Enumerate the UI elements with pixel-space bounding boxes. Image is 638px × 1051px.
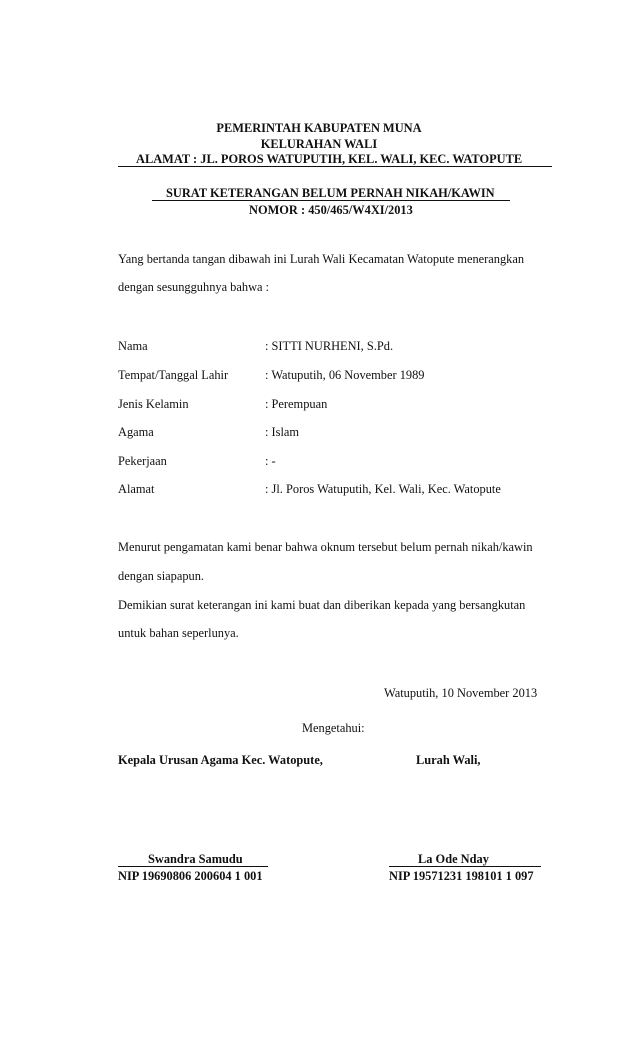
left-signatory-name: Swandra Samudu	[148, 852, 243, 866]
header-government: PEMERINTAH KABUPATEN MUNA	[216, 121, 422, 135]
field-label: Jenis Kelamin	[118, 397, 189, 411]
field-label: Alamat	[118, 482, 155, 496]
title-rule	[152, 200, 510, 201]
body-line-3: Demikian surat keterangan ini kami buat dan diberikan kepada yang bersangkutan	[118, 598, 526, 612]
header-office: KELURAHAN WALI	[260, 137, 378, 151]
acknowledged-label: Mengetahui:	[302, 721, 365, 735]
field-value: : -	[265, 454, 276, 468]
header-address: ALAMAT : JL. POROS WATUPUTIH, KEL. WALI, KEC. WATOPUTE	[136, 152, 523, 166]
field-value: : Jl. Poros Watuputih, Kel. Wali, Kec. Watopute	[265, 482, 501, 496]
place-date: Watuputih, 10 November 2013	[384, 686, 538, 700]
field-value: : Islam	[265, 425, 300, 439]
right-signatory-title: Lurah Wali,	[416, 753, 481, 767]
field-label: Nama	[118, 339, 148, 353]
body-line-1: Menurut pengamatan kami benar bahwa oknum tersebut belum pernah nikah/kawin	[118, 540, 533, 554]
body-line-4: untuk bahan seperlunya.	[118, 626, 239, 640]
right-signatory-nip: NIP 19571231 198101 1 097	[389, 869, 534, 883]
intro-line-1: Yang bertanda tangan dibawah ini Lurah Wali Kecamatan Watopute menerangkan	[118, 252, 525, 266]
left-signatory-title: Kepala Urusan Agama Kec. Watopute,	[118, 753, 323, 767]
intro-line-2: dengan sesungguhnya bahwa :	[118, 280, 270, 294]
field-label: Tempat/Tanggal Lahir	[118, 368, 229, 382]
header-rule	[118, 166, 552, 167]
right-signatory-name: La Ode Nday	[418, 852, 489, 866]
field-value: : SITTI NURHENI, S.Pd.	[265, 339, 394, 353]
letter-title: SURAT KETERANGAN BELUM PERNAH NIKAH/KAWIN	[166, 186, 495, 200]
letter-number: NOMOR : 450/465/W4XI/2013	[249, 203, 413, 217]
field-label: Pekerjaan	[118, 454, 167, 468]
field-value: : Watuputih, 06 November 1989	[265, 368, 425, 382]
field-value: : Perempuan	[265, 397, 328, 411]
field-label: Agama	[118, 425, 154, 439]
body-line-2: dengan siapapun.	[118, 569, 205, 583]
left-signatory-nip: NIP 19690806 200604 1 001	[118, 869, 263, 883]
